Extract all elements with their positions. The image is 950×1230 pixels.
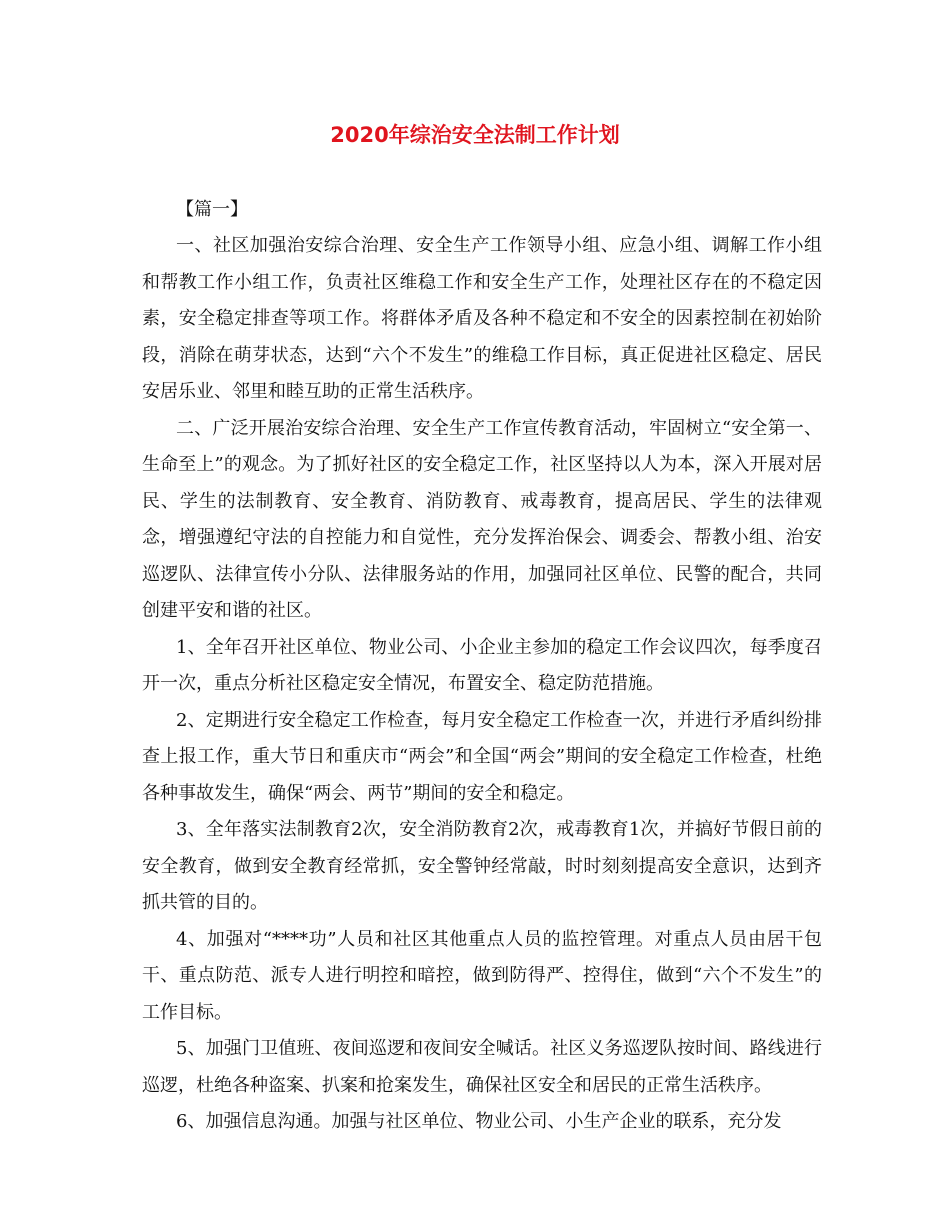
paragraph-1: 一、社区加强治安综合治理、安全生产工作领导小组、应急小组、调解工作小组和帮教工作小组工作，负责社区维稳工作和安全生产工作，处理社区存在的不稳定因素，安全稳定排查等项工作。将群体矛盾及各种不稳定和不安全的因素控制在初始阶段，消除在萌芽状态，达到“六个不发生”的维稳工作目标，真正促进社区稳定、居民安居乐业、邻里和睦互助的正常生活秩序。	[142, 235, 822, 402]
document-title: 2020年综治安全法制工作计划	[330, 123, 620, 147]
paragraph-item-4: 4、加强对“****功”人员和社区其他重点人员的监控管理。对重点人员由居干包干、重点防范、派专人进行明控和暗控，做到防得严、控得住，做到“六个不发生”的工作目标。	[142, 928, 822, 1023]
paragraph-item-1: 1、全年召开社区单位、物业公司、小企业主参加的稳定工作会议四次，每季度召开一次，重点分析社区稳定安全情况，布置安全、稳定防范措施。	[142, 636, 822, 694]
document-body	[142, 192, 822, 1141]
paragraph-item-3: 3、全年落实法制教育2次，安全消防教育2次，戒毒教育1次，并搞好节假日前的安全教育，做到安全教育经常抓，安全警钟经常敲，时时刻刻提高安全意识，达到齐抓共管的目的。	[142, 819, 822, 913]
section-label: 【篇一】	[176, 199, 248, 220]
paragraph-item-2: 2、定期进行安全稳定工作检查，每月安全稳定工作检查一次，并进行矛盾纠纷排查上报工作，重大节日和重庆市“两会”和全国“两会”期间的安全稳定工作检查，杜绝各种事故发生，确保“两会、两节”期间的安全和稳定。	[142, 709, 822, 804]
paragraph-2: 二、广泛开展治安综合治理、安全生产工作宣传教育活动，牢固树立“安全第一、生命至上”的观念。为了抓好社区的安全稳定工作，社区坚持以人为本，深入开展对居民、学生的法制教育、安全教育、消防教育、戒毒教育，提高居民、学生的法律观念，增强遵纪守法的自控能力和自觉性，充分发挥治保会、调委会、帮教小组、治安巡逻队、法律宣传小分队、法律服务站的作用，加强同社区单位、民警的配合，共同创建平安和谐的社区。	[142, 417, 822, 621]
paragraph-item-5: 5、加强门卫值班、夜间巡逻和夜间安全喊话。社区义务巡逻队按时间、路线进行巡逻，杜绝各种盗案、扒案和抢案发生，确保社区安全和居民的正常生活秩序。	[142, 1038, 822, 1096]
paragraph-item-6: 6、加强信息沟通。加强与社区单位、物业公司、小生产企业的联系，充分发	[176, 1111, 782, 1132]
